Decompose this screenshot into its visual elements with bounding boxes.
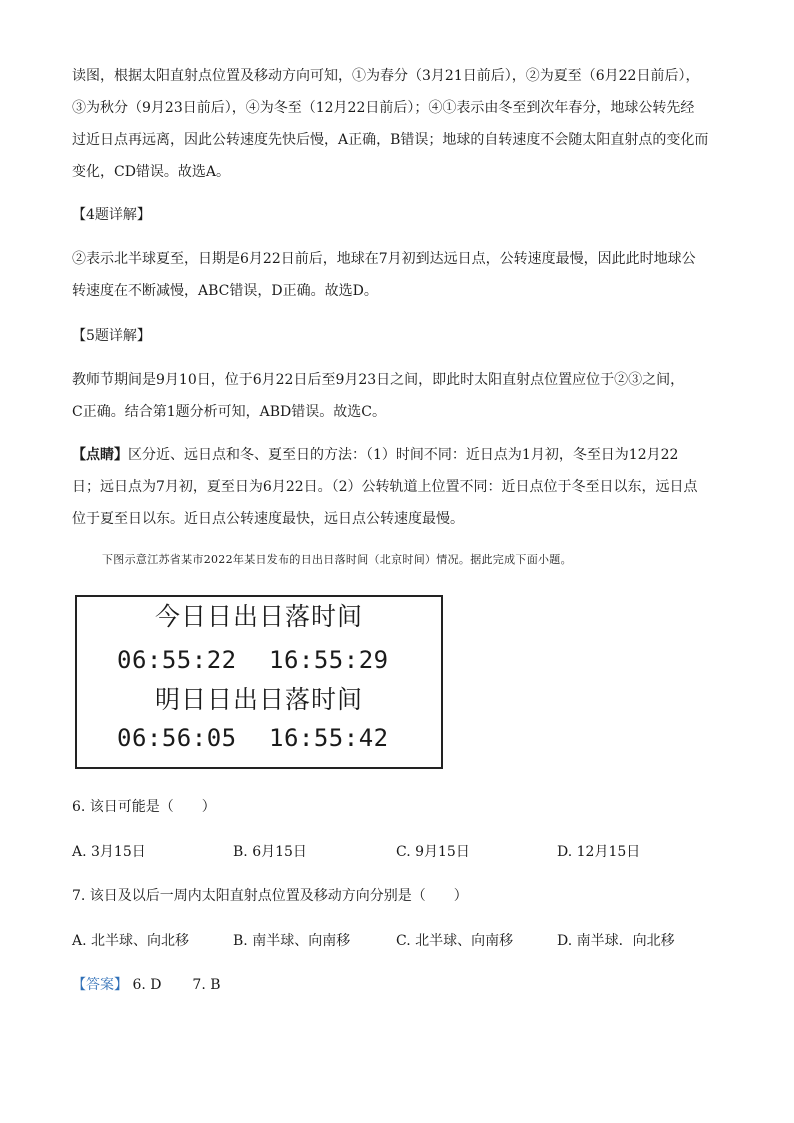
today-sunset-time: 16:55:29 <box>269 646 389 674</box>
question-7-option-d: D. 南半球．向北移 <box>557 933 675 949</box>
explanation-paragraph-5 <box>72 364 720 428</box>
today-sunrise-time: 06:55:22 <box>117 646 237 674</box>
text-line: 位于夏至日以东。近日点公转速度最快，远日点公转速度最慢。 <box>72 511 464 527</box>
answer-7: 7. B <box>192 977 221 993</box>
text-line: 日；远日点为7月初，夏至日为6月22日。（2）公转轨道上位置不同：近日点位于冬至日以东，远日点 <box>72 479 698 495</box>
tomorrow-title: 明日日出日落时间 <box>154 685 363 714</box>
explanation-paragraph-4 <box>72 243 720 307</box>
heading-question-5: 【5题详解】 <box>72 328 151 344</box>
tomorrow-sunrise-time: 06:56:05 <box>117 724 237 752</box>
today-title: 今日日出日落时间 <box>154 602 363 631</box>
tip-tag: 【点睛】 <box>72 447 128 463</box>
text-line: 转速度在不断减慢，ABC错误，D正确。故选D。 <box>72 283 378 299</box>
question-6-option-a: A. 3月15日 <box>72 844 146 860</box>
answer-line <box>72 974 221 996</box>
question-7-option-a: A. 北半球、向北移 <box>72 933 190 949</box>
text-line: 读图，根据太阳直射点位置及移动方向可知，①为春分（3月21日前后），②为夏至（6月22日前后）， <box>72 68 700 84</box>
text-line: C正确。结合第1题分析可知，ABD错误。故选C。 <box>72 404 386 420</box>
question-6-stem: 6. 该日可能是（ ） <box>72 799 216 815</box>
answer-tag: 【答案】 <box>72 977 128 993</box>
text-line: ②表示北半球夏至，日期是6月22日前后，地球在7月初到达远日点，公转速度最慢，因此此时地球公 <box>72 251 696 267</box>
text-line: 教师节期间是9月10日，位于6月22日后至9月23日之间，即此时太阳直射点位置应位于②③之间， <box>72 372 685 388</box>
tip-paragraph <box>72 439 720 535</box>
question-7-option-c: C. 北半球、向南移 <box>396 933 514 949</box>
question-6-option-d: D. 12月15日 <box>557 844 641 860</box>
tip-line-1: 区分近、远日点和冬、夏至日的方法：（1）时间不同：近日点为1月初，冬至日为12月22 <box>128 447 679 463</box>
answer-6: 6. D <box>132 977 162 993</box>
question-7-stem: 7. 该日及以后一周内太阳直射点位置及移动方向分别是（ ） <box>72 888 468 904</box>
explanation-paragraph-3 <box>72 60 720 188</box>
question-6-option-c: C. 9月15日 <box>396 844 470 860</box>
text-line <box>72 439 720 471</box>
text-line: 过近日点再远离，因此公转速度先快后慢，A正确，B错误；地球的自转速度不会随太阳直射点的变化而 <box>72 132 709 148</box>
text-line: ③为秋分（9月23日前后），④为冬至（12月22日前后）；④①表示由冬至到次年春分，地球公转先经 <box>72 100 695 116</box>
sunrise-sunset-board <box>75 595 443 769</box>
tomorrow-sunset-time: 16:55:42 <box>269 724 389 752</box>
question-6-option-b: B. 6月15日 <box>233 844 307 860</box>
heading-question-4: 【4题详解】 <box>72 207 151 223</box>
figure-caption: 下图示意江苏省某市2022年某日发布的日出日落时间（北京时间）情况。据此完成下面小题。 <box>102 553 572 566</box>
text-line: 变化，CD错误。故选A。 <box>72 164 231 180</box>
question-7-option-b: B. 南半球、向南移 <box>233 933 351 949</box>
